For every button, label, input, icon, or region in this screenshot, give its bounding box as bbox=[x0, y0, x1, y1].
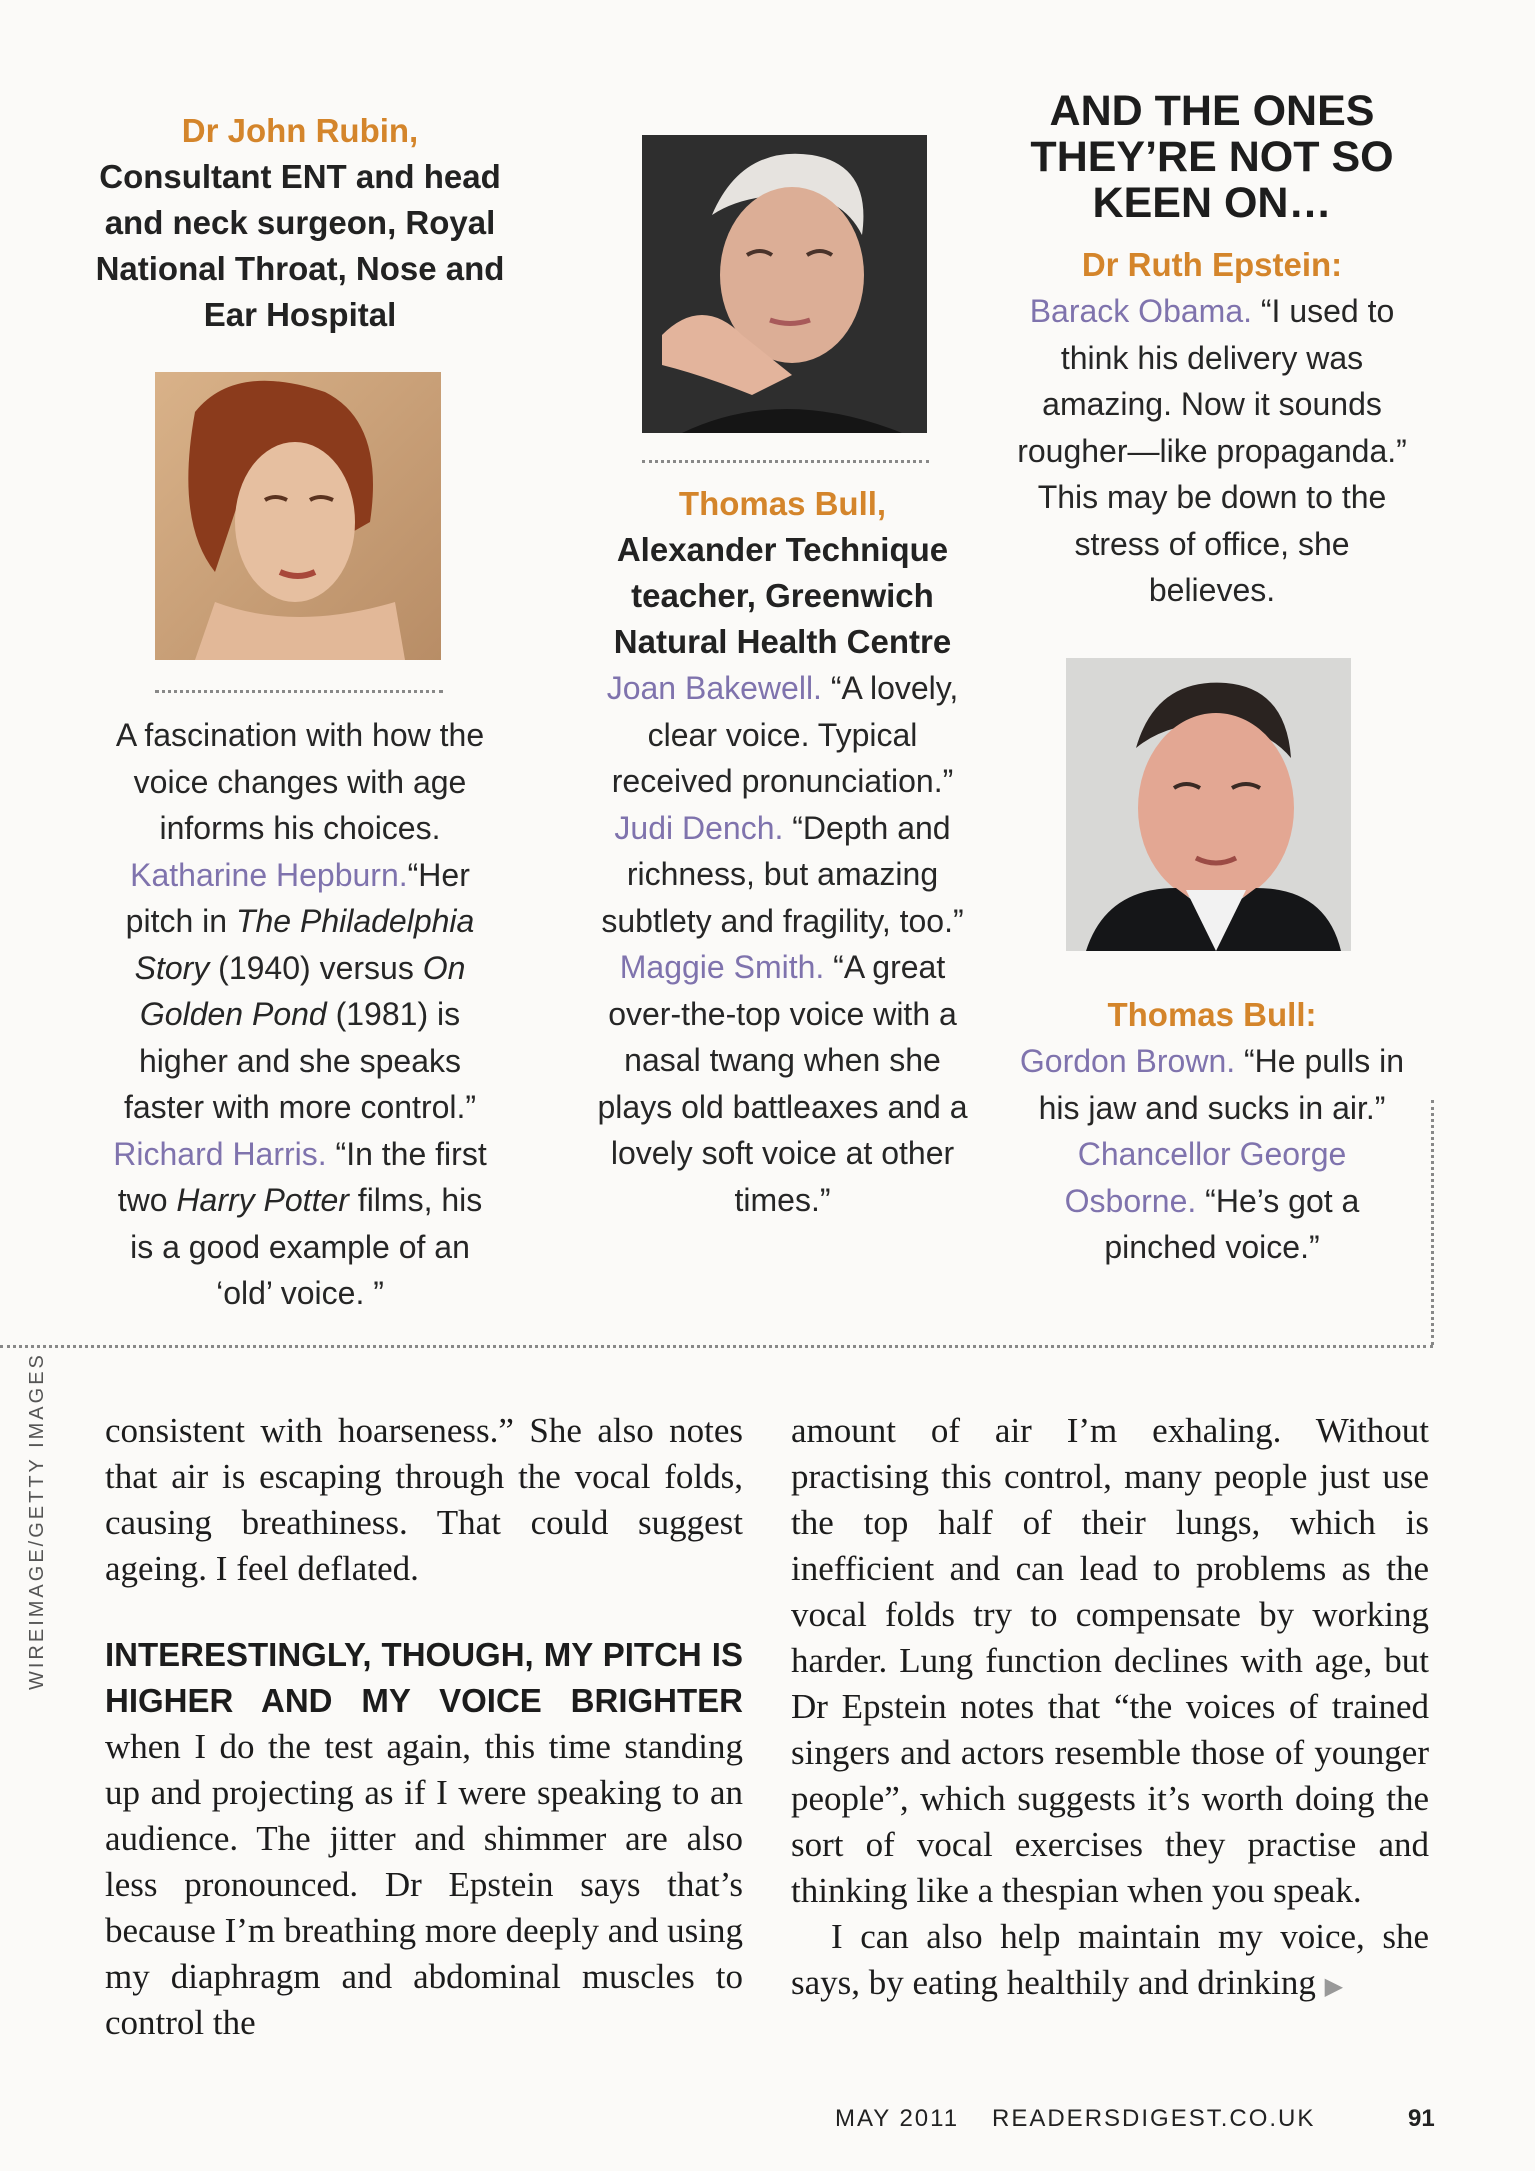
celebrity-name: Judi Dench. bbox=[614, 809, 784, 846]
sidebar-heading: AND THE ONES THEY’RE NOT SO KEEN ON… bbox=[1030, 87, 1394, 227]
lead-in: INTERESTINGLY, THOUGH, MY PITCH IS HIGHER AND MY VOICE BRIGHTER bbox=[105, 1636, 743, 1719]
article-paragraph: INTERESTINGLY, THOUGH, MY PITCH IS HIGHER AND MY VOICE BRIGHTER when I do the test again, this time standing up and projecting as if I were speaking to an audience. The jitter and shimmer are also less pronounced. Dr Epstein says that’s because I’m breathing more deeply and using my diaphragm and abdominal muscles to control the bbox=[105, 1636, 743, 2042]
sidebar-col-3-b bbox=[1012, 992, 1412, 1271]
dotted-divider bbox=[155, 690, 443, 693]
sidebar-col-3 bbox=[1012, 88, 1412, 614]
expert-role: Alexander Technique teacher, Greenwich Natural Health Centre bbox=[613, 531, 952, 660]
expert-name: Dr Ruth Epstein: bbox=[1081, 246, 1343, 283]
expert-name: Thomas Bull, bbox=[678, 485, 887, 522]
col3-text-1: Barack Obama. “I used to think his delivery was amazing. Now it sounds rougher—like propaganda.” This may be down to the stress of office, she believes. bbox=[1017, 293, 1407, 608]
article-paragraph: I can also help maintain my voice, she says, by eating healthily and drinking ▶ bbox=[791, 1917, 1429, 2002]
footer-issue: MAY 2011 bbox=[835, 2105, 960, 2132]
col3-text-2: Gordon Brown. “He pulls in his jaw and sucks in air.” Chancellor George Osborne. “He’s got a pinched voice.” bbox=[1019, 1043, 1405, 1265]
sidebar-bottom-border bbox=[0, 1345, 1433, 1348]
hepburn-photo bbox=[155, 372, 441, 660]
sidebar-col-1 bbox=[95, 108, 505, 338]
footer-site: READERSDIGEST.CO.UK bbox=[992, 2105, 1316, 2132]
osborne-photo bbox=[1066, 658, 1351, 951]
continue-arrow-icon: ▶ bbox=[1324, 1974, 1344, 2000]
celebrity-name: Maggie Smith. bbox=[619, 949, 825, 985]
sidebar-col-2 bbox=[585, 481, 980, 1223]
expert-name: Dr John Rubin, bbox=[181, 112, 419, 149]
article-paragraph: consistent with hoarseness.” She also notes that air is escaping through the vocal folds, causing breathiness. That could suggest ageing. I feel deflated. bbox=[105, 1411, 743, 1588]
expert-role: Consultant ENT and head and neck surgeon, Royal National Throat, Nose and Ear Hospital bbox=[95, 158, 505, 333]
celebrity-name: Chancellor George Osborne. bbox=[1064, 1136, 1347, 1219]
col1-text: A fascination with how the voice changes with age informs his choices. Katharine Hepburn.“Her pitch in The Philadelphia Story (1940) versus On Golden Pond (1981) is higher and she speaks faster with more control.” Richard Harris. “In the first two Harry Potter films, his is a good example of an ‘old’ voice. ” bbox=[113, 717, 487, 1311]
dench-photo bbox=[642, 135, 927, 433]
celebrity-name: Gordon Brown. bbox=[1019, 1043, 1236, 1079]
article-paragraph: amount of air I’m exhaling. Without practising this control, many people just use the top half of their lungs, which is inefficient and can lead to problems as the vocal folds try to compensate by working harder. Lung function declines with age, but Dr Epstein notes that “the voices of trained singers and actors resemble those of younger people”, which suggests it’s worth doing the sort of vocal exercises they practise and thinking like a thespian when you speak. bbox=[791, 1411, 1429, 1910]
photo-credit: WIREIMAGE/GETTY IMAGES bbox=[26, 1352, 48, 1690]
page-number: 91 bbox=[1408, 2105, 1435, 2132]
celebrity-name: Katharine Hepburn. bbox=[130, 856, 408, 893]
celebrity-name: Joan Bakewell. bbox=[606, 670, 822, 706]
article-col-left bbox=[105, 1408, 743, 2046]
dotted-divider bbox=[642, 460, 929, 463]
col2-text: Joan Bakewell. “A lovely, clear voice. Typical received pronunciation.” Judi Dench. “Depth and richness, but amazing subtlety and fragility, too.” Maggie Smith. “A great over-the-top voice with a nasal twang when she plays old battleaxes and a lovely soft voice at other times.” bbox=[597, 670, 968, 1218]
article-col-right bbox=[791, 1408, 1429, 2010]
sidebar-right-border bbox=[1431, 1100, 1434, 1345]
expert-name: Thomas Bull: bbox=[1107, 996, 1317, 1033]
celebrity-name: Richard Harris. bbox=[113, 1135, 327, 1172]
celebrity-name: Barack Obama. bbox=[1029, 293, 1252, 329]
